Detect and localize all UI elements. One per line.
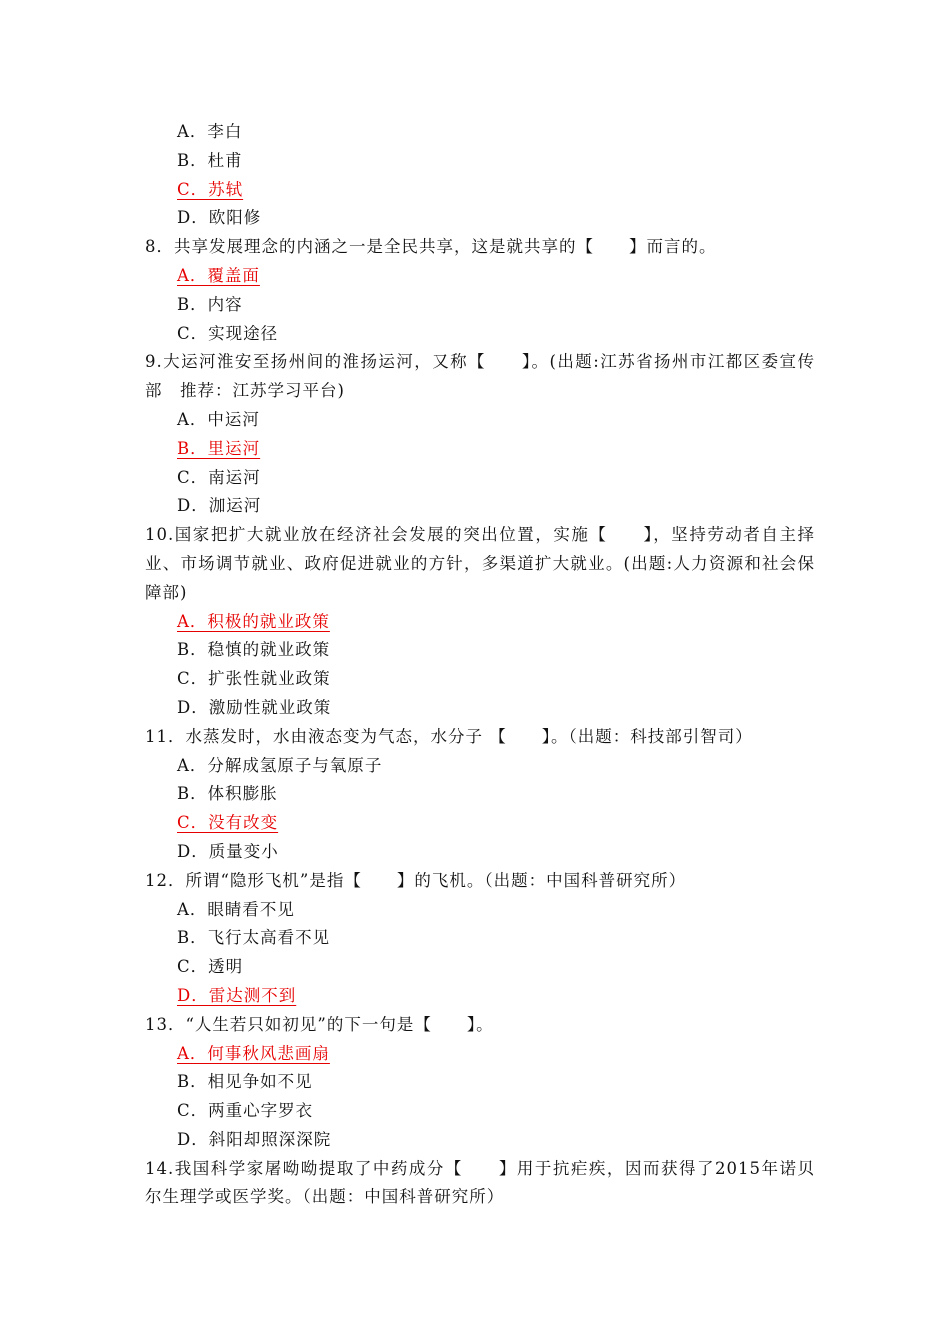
answer-option — [145, 1126, 815, 1155]
option-text: B．杜甫 — [177, 150, 243, 170]
option-text: C．透明 — [177, 957, 244, 977]
option-text: D．激励性就业政策 — [177, 697, 332, 717]
question-block — [145, 1155, 815, 1213]
option-text: D．欧阳修 — [177, 208, 262, 228]
answer-option-correct — [145, 262, 815, 291]
option-text: A．中运河 — [177, 409, 260, 429]
answer-option — [145, 694, 815, 723]
option-text: C．南运河 — [177, 467, 261, 487]
question-text: 10.国家把扩大就业放在经济社会发展的突出位置，实施【 】，坚持劳动者自主择业、市场调节就业、政府促进就业的方针，多渠道扩大就业。(出题:人力资源和社会保障部) — [145, 525, 815, 602]
question-block — [145, 521, 815, 607]
question-block — [145, 233, 815, 262]
answer-option — [145, 636, 815, 665]
option-text: B．稳慎的就业政策 — [177, 640, 331, 660]
option-text: C．苏轼 — [177, 179, 244, 199]
option-text: B．相见争如不见 — [177, 1072, 313, 1092]
option-text: A．分解成氢原子与氧原子 — [177, 755, 383, 775]
question-block — [145, 723, 815, 752]
question-block — [145, 867, 815, 896]
answer-option — [145, 147, 815, 176]
answer-option — [145, 320, 815, 349]
option-text: B．内容 — [177, 294, 243, 314]
quiz-content — [145, 118, 815, 1212]
answer-option-correct — [145, 176, 815, 205]
option-text: A．积极的就业政策 — [177, 611, 330, 631]
option-text: B．里运河 — [177, 438, 261, 458]
option-text: D．斜阳却照深深院 — [177, 1129, 332, 1149]
answer-option — [145, 406, 815, 435]
option-text: B．飞行太高看不见 — [177, 928, 331, 948]
answer-option — [145, 464, 815, 493]
question-text: 12．所谓“隐形飞机”是指【 】的飞机。（出题：中国科普研究所） — [145, 870, 687, 890]
question-block — [145, 348, 815, 406]
option-text: D．质量变小 — [177, 841, 279, 861]
answer-option-correct — [145, 608, 815, 637]
answer-option-correct — [145, 1040, 815, 1069]
answer-option-correct — [145, 982, 815, 1011]
question-text: 9.大运河淮安至扬州间的淮扬运河，又称【 】。(出题:江苏省扬州市江都区委宣传部 推荐：江苏学习平台) — [145, 352, 815, 401]
question-text: 13．“人生若只如初见”的下一句是【 】。 — [145, 1014, 494, 1034]
answer-option — [145, 291, 815, 320]
answer-option — [145, 665, 815, 694]
question-text: 11．水蒸发时，水由液态变为气态，水分子 【 】。（出题：科技部引智司） — [145, 726, 753, 746]
answer-option — [145, 780, 815, 809]
answer-option — [145, 118, 815, 147]
answer-option-correct — [145, 435, 815, 464]
question-text: 8．共享发展理念的内涵之一是全民共享，这是就共享的【 】而言的。 — [145, 237, 717, 257]
option-text: A．眼睛看不见 — [177, 899, 295, 919]
answer-option — [145, 953, 815, 982]
answer-option — [145, 838, 815, 867]
answer-option — [145, 924, 815, 953]
option-text: A．李白 — [177, 122, 243, 141]
answer-option-correct — [145, 809, 815, 838]
option-text: D．雷达测不到 — [177, 985, 297, 1005]
option-text: A．何事秋风悲画扇 — [177, 1043, 330, 1063]
answer-option — [145, 752, 815, 781]
option-text: C．扩张性就业政策 — [177, 669, 331, 689]
option-text: B．体积膨胀 — [177, 784, 278, 804]
option-text: D．泇运河 — [177, 496, 262, 516]
option-text: C．没有改变 — [177, 813, 279, 833]
answer-option — [145, 896, 815, 925]
option-text: C．两重心字罗衣 — [177, 1101, 314, 1121]
option-text: A．覆盖面 — [177, 265, 260, 285]
option-text: C．实现途径 — [177, 323, 279, 343]
answer-option — [145, 1097, 815, 1126]
answer-option — [145, 204, 815, 233]
question-text: 14.我国科学家屠呦呦提取了中药成分【 】用于抗疟疾，因而获得了2015年诺贝尔生理学或医学奖。（出题：中国科普研究所） — [145, 1158, 815, 1207]
answer-option — [145, 1068, 815, 1097]
answer-option — [145, 492, 815, 521]
question-block — [145, 1011, 815, 1040]
